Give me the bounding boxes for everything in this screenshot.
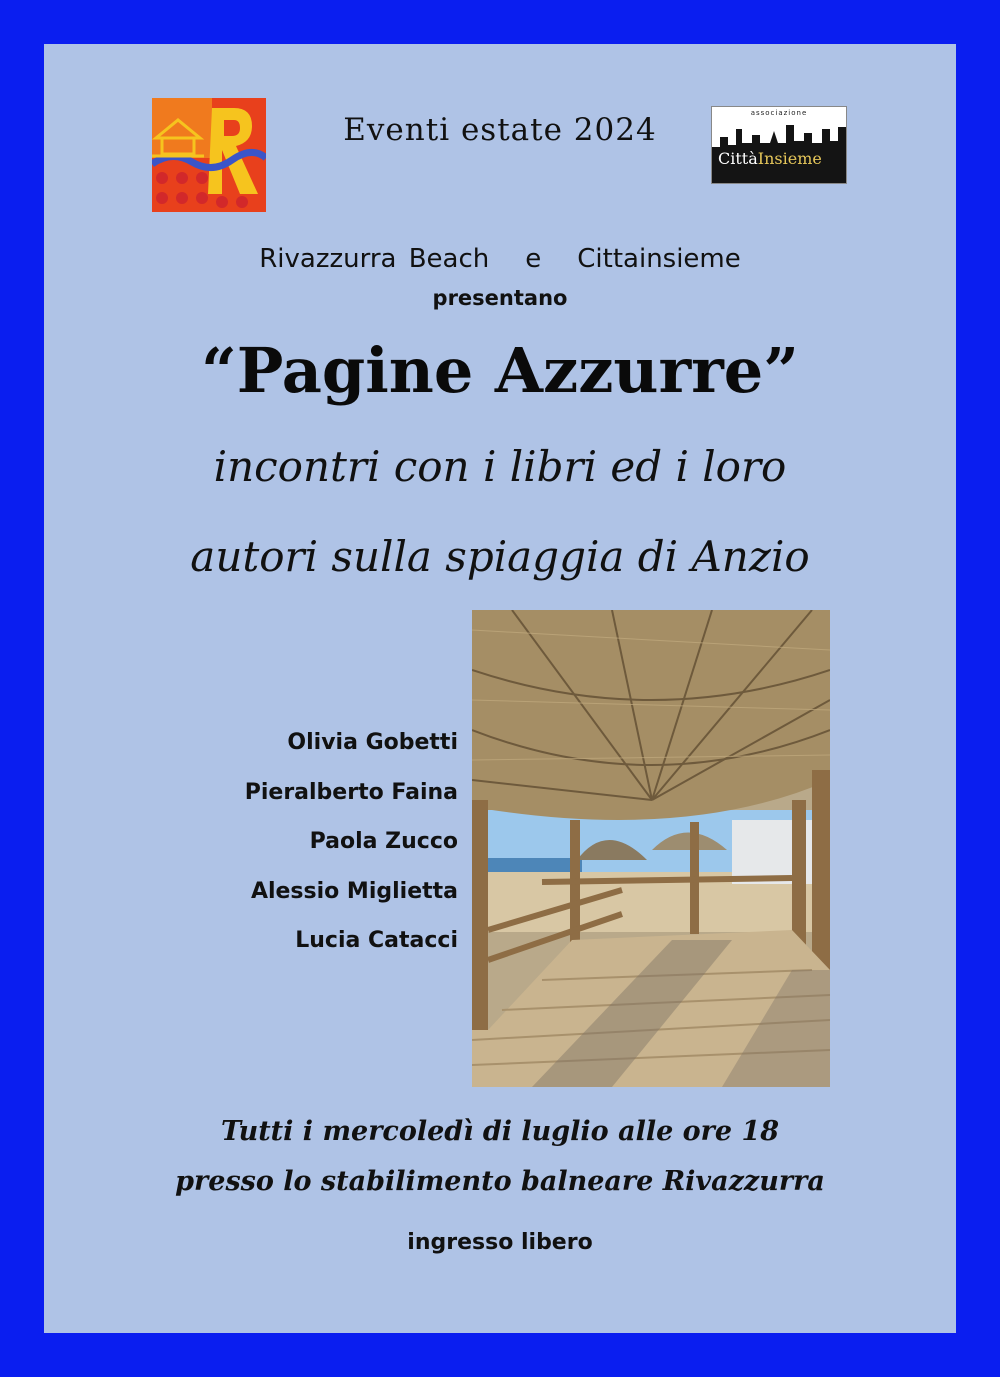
author-item: Pieralberto Faina — [244, 779, 458, 805]
author-item: Lucia Catacci — [295, 928, 458, 953]
event-title: “Pagine Azzurre” — [201, 334, 799, 407]
author-item: Olivia Gobetti — [287, 730, 458, 755]
presenters-line — [44, 244, 956, 274]
author-item: Alessio Miglietta — [250, 878, 458, 904]
schedule-line-1: Tutti i mercoledì di luglio alle ore 18 — [220, 1116, 780, 1147]
presentano-label: presentano — [432, 286, 568, 310]
subtitle-line-2: autori sulla spiaggia di Anzio — [190, 532, 810, 581]
logo-name-part2: Insieme — [757, 149, 822, 168]
citta-insieme-logo — [711, 106, 847, 184]
authors-list — [194, 728, 458, 976]
presenter-connector: e — [525, 244, 542, 274]
poster — [44, 44, 956, 1333]
logo-name-part1: Città — [718, 149, 758, 168]
free-entry-label: ingresso libero — [407, 1230, 593, 1255]
author-item: Paola Zucco — [309, 829, 458, 854]
schedule-line-2: presso lo stabilimento balneare Rivazzurra — [175, 1166, 825, 1197]
presenter-rivazzurra: Rivazzurra Beach — [259, 244, 490, 274]
presenter-cittainsieme: Cittainsieme — [577, 244, 741, 274]
logo-association-label: associazione — [750, 109, 808, 117]
season-heading: Eventi estate 2024 — [343, 112, 657, 148]
subtitle-line-1: incontri con i libri ed i loro — [213, 442, 787, 491]
beach-pavilion-photo — [472, 610, 830, 1087]
logo-name — [718, 149, 822, 168]
